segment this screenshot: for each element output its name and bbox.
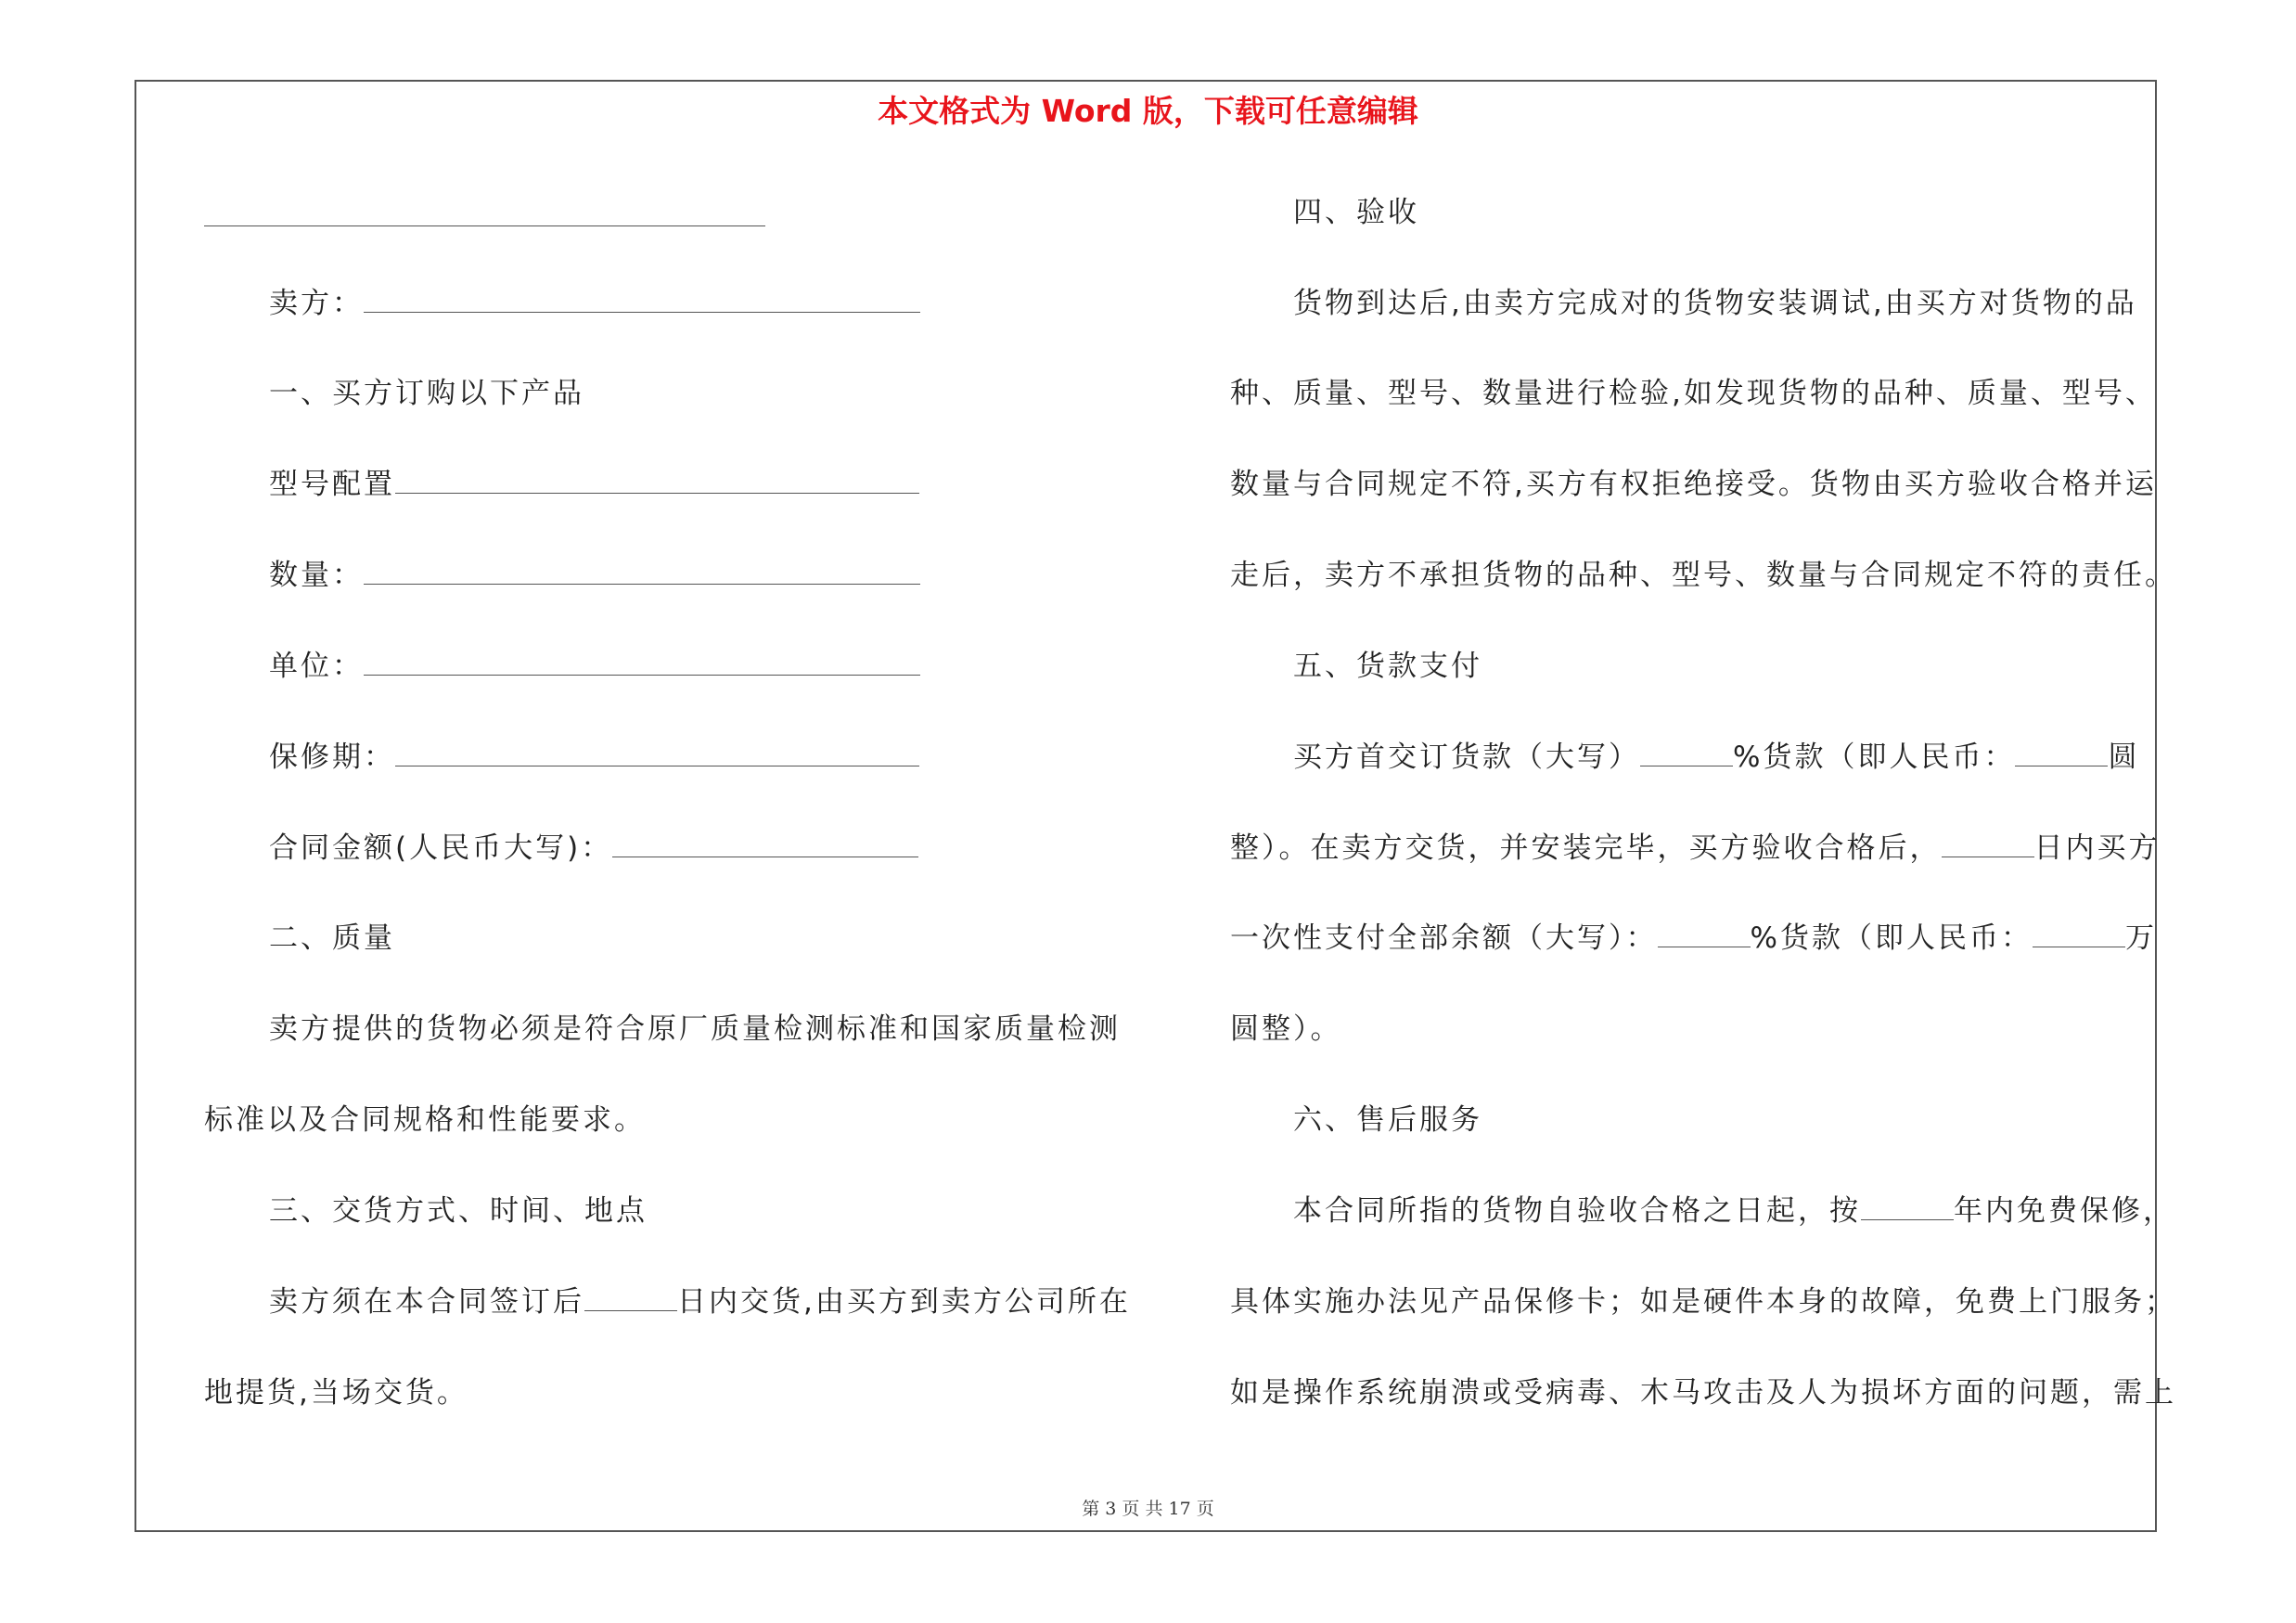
warranty-term-text: 本合同所指的货物自验收合格之日起，按 [1293,1194,1861,1228]
balance-percent-blank [1658,919,1751,947]
first-payment-rmb-text: %货款（即人民币： [1733,741,2016,774]
warranty-blank [395,738,919,766]
balance-days-blank [1942,829,2034,857]
section-2-paragraph-line-1: 卖方提供的货物必须是符合原厂质量检测标准和国家质量检测 [269,1012,1121,1046]
warranty-label: 保修期： [269,741,395,774]
quantity-label: 数量： [269,559,364,592]
first-payment-unit: 圆 [2108,741,2140,774]
acceptance-text-after: 日内买方 [2033,831,2161,865]
model-blank [395,465,919,494]
balance-rmb-blank [2033,919,2125,947]
section-5-paragraph-line-1 [1293,738,2139,777]
quantity-field [269,556,920,595]
seller-label: 卖方： [269,287,364,320]
section-3-paragraph-line-1 [269,1282,1131,1321]
balance-unit: 万 [2124,921,2157,955]
section-5-title: 五、货款支付 [1293,650,1482,683]
section-5-paragraph-line-3 [1230,919,2157,958]
warranty-field [269,738,919,777]
section-6-paragraph-line-2: 具体实施办法见产品保修卡；如是硬件本身的故障，免费上门服务； [1230,1285,2176,1319]
unit-field [269,647,920,686]
balance-rmb-text: %货款（即人民币： [1750,921,2033,955]
warranty-years-blank [1861,1191,1954,1220]
amount-field [269,829,918,868]
section-4-paragraph-line-3: 数量与合同规定不符,买方有权拒绝接受。货物由买方验收合格并运 [1230,468,2157,501]
seller-blank [364,284,920,313]
unit-label: 单位： [269,650,364,683]
first-payment-rmb-blank [2015,738,2108,766]
amount-label: 合同金额(人民币大写)： [269,831,613,865]
model-field [269,465,919,504]
unit-blank [364,647,920,676]
section-2-paragraph-line-2: 标准以及合同规格和性能要求。 [204,1103,646,1137]
section-1-title: 一、买方订购以下产品 [269,377,584,410]
quantity-blank [364,556,920,585]
balance-text: 一次性支付全部余额（大写）： [1230,921,1658,955]
section-6-paragraph-line-1 [1293,1191,2174,1230]
delivery-days-blank [584,1282,677,1311]
page-number-footer: 第 3 页 共 17 页 [1082,1499,1214,1519]
title-blank-line [204,225,765,226]
model-label: 型号配置 [269,468,395,501]
first-payment-text: 买方首交订货款（大写） [1293,741,1640,774]
section-4-paragraph-line-2: 种、质量、型号、数量进行检验,如发现货物的品种、质量、型号、 [1230,377,2157,410]
section-4-title: 四、验收 [1293,196,1419,229]
delivery-text-after: 日内交货,由买方到卖方公司所在 [677,1285,1131,1319]
section-5-paragraph-line-4: 圆整）。 [1230,1012,1342,1046]
section-5-paragraph-line-2 [1230,829,2161,868]
section-3-paragraph-line-2: 地提货,当场交货。 [204,1376,468,1410]
seller-field [269,284,920,323]
first-payment-percent-blank [1640,738,1733,766]
section-4-paragraph-line-4: 走后，卖方不承担货物的品种、型号、数量与合同规定不符的责任。 [1230,559,2176,592]
amount-blank [612,829,918,857]
section-2-title: 二、质量 [269,921,395,955]
format-banner: 本文格式为 Word 版，下载可任意编辑 [878,93,1418,129]
section-6-title: 六、售后服务 [1293,1103,1482,1137]
warranty-term-text-after: 年内免费保修， [1954,1194,2174,1228]
section-4-paragraph-line-1: 货物到达后,由卖方完成对的货物安装调试,由买方对货物的品 [1293,287,2137,320]
section-3-title: 三、交货方式、时间、地点 [269,1194,648,1228]
section-6-paragraph-line-3: 如是操作系统崩溃或受病毒、木马攻击及人为损坏方面的问题，需上 [1230,1376,2176,1410]
delivery-text-before: 卖方须在本合同签订后 [269,1285,584,1319]
acceptance-text: 整）。在卖方交货，并安装完毕，买方验收合格后， [1230,831,1942,865]
